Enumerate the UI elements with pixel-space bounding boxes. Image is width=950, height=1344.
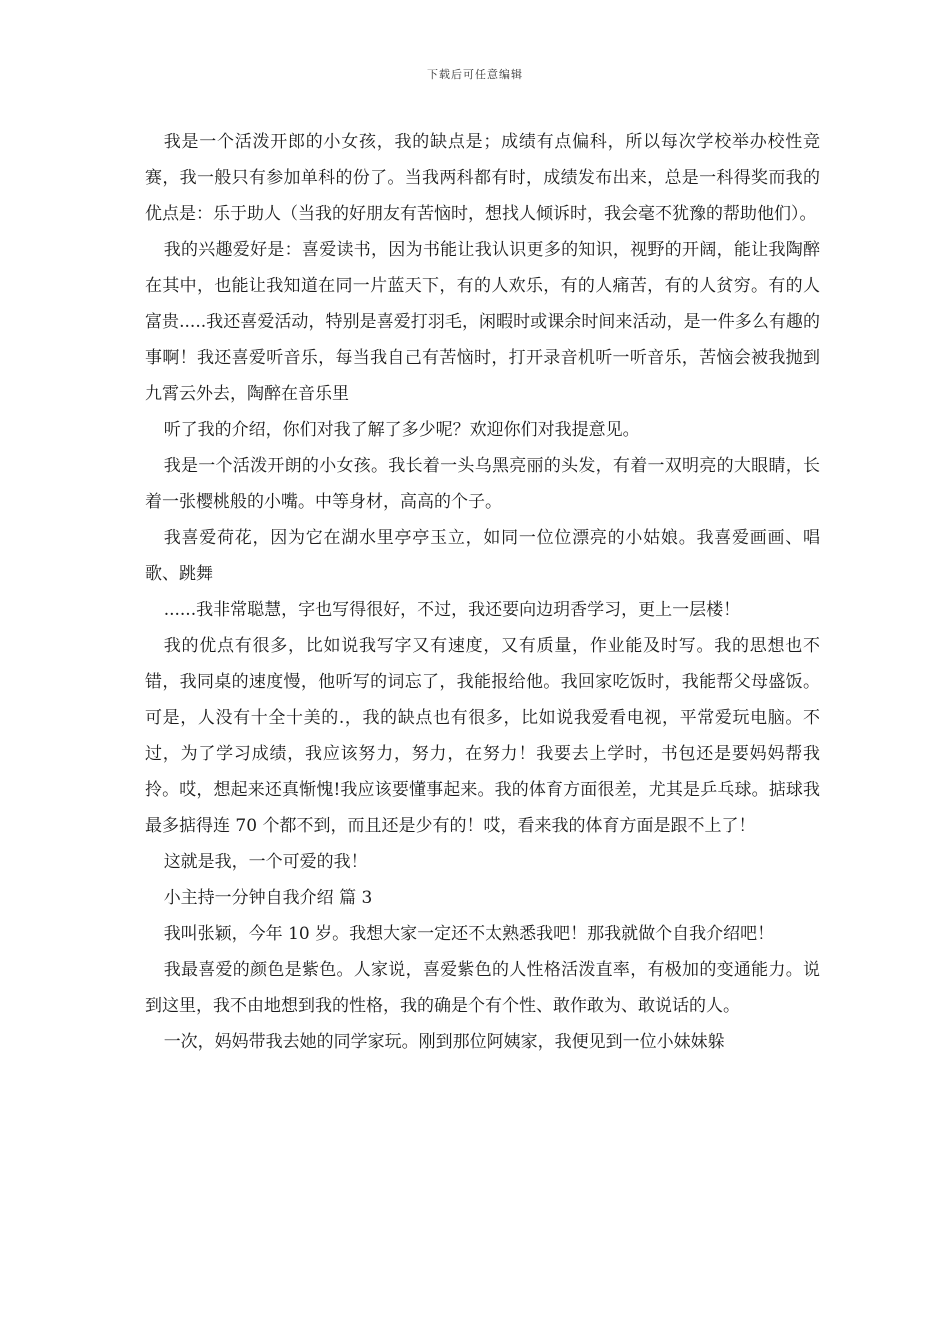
paragraph-2: 我的兴趣爱好是：喜爱读书，因为书能让我认识更多的知识，视野的开阔，能让我陶醉在其中，也能让我知道在同一片蓝天下，有的人欢乐，有的人痛苦，有的人贫穷。有的人富贵.....我还喜爱活动，特别是喜爱打羽毛，闲暇时或课余时间来活动，是一件多么有趣的事啊！我还喜爱听音乐，每当我自己有苦恼时，打开录音机听一听音乐，苦恼会被我抛到九霄云外去，陶醉在音乐里 bbox=[145, 240, 820, 404]
paragraph-4: 我是一个活泼开朗的小女孩。我长着一头乌黑亮丽的头发，有着一双明亮的大眼睛，长着一张樱桃般的小嘴。中等身材，高高的个子。 bbox=[145, 456, 820, 512]
paragraph-11: 一次，妈妈带我去她的同学家玩。刚到那位阿姨家，我便见到一位小妹妹躲 bbox=[163, 1032, 725, 1052]
paragraph-3: 听了我的介绍，你们对我了解了多少呢？欢迎你们对我提意见。 bbox=[163, 420, 640, 440]
paragraph-6: ......我非常聪慧，字也写得很好，不过，我还要向边玥香学习，更上一层楼！ bbox=[163, 600, 741, 620]
section-heading: 小主持一分钟自我介绍 篇 3 bbox=[163, 888, 373, 908]
paragraph-5: 我喜爱荷花，因为它在湖水里亭亭玉立，如同一位位漂亮的小姑娘。我喜爱画画、唱歌、跳舞 bbox=[145, 528, 820, 584]
paragraph-9: 我叫张颖，今年 10 岁。我想大家一定还不太熟悉我吧！那我就做个自我介绍吧！ bbox=[163, 924, 775, 944]
paragraph-8: 这就是我，一个可爱的我！ bbox=[163, 852, 368, 872]
paragraph-10: 我最喜爱的颜色是紫色。人家说，喜爱紫色的人性格活泼直率，有极加的变通能力。说到这里，我不由地想到我的性格，我的确是个有个性、敢作敢为、敢说话的人。 bbox=[145, 960, 820, 1016]
paragraph-1: 我是一个活泼开郎的小女孩，我的缺点是；成绩有点偏科，所以每次学校举办校性竞赛，我一般只有参加单科的份了。当我两科都有时，成绩发布出来，总是一科得奖而我的优点是：乐于助人（当我的好朋友有苦恼时，想找人倾诉时，我会毫不犹豫的帮助他们）。 bbox=[145, 132, 820, 224]
document-body bbox=[145, 124, 820, 1060]
paragraph-7: 我的优点有很多，比如说我写字又有速度，又有质量，作业能及时写。我的思想也不错，我同桌的速度慢，他听写的词忘了，我能报给他。我回家吃饭时，我能帮父母盛饭。可是，人没有十全十美的.，我的缺点也有很多，比如说我爱看电视，平常爱玩电脑。不过，为了学习成绩，我应该努力，努力，在努力！我要去上学时，书包还是要妈妈帮我拎。哎，想起来还真惭愧!我应该要懂事起来。我的体育方面很差，尤其是乒乓球。掂球我最多掂得连 70 个都不到，而且还是少有的！哎，看来我的体育方面是跟不上了！ bbox=[145, 636, 820, 836]
page-header: 下载后可任意编辑 bbox=[427, 68, 523, 81]
